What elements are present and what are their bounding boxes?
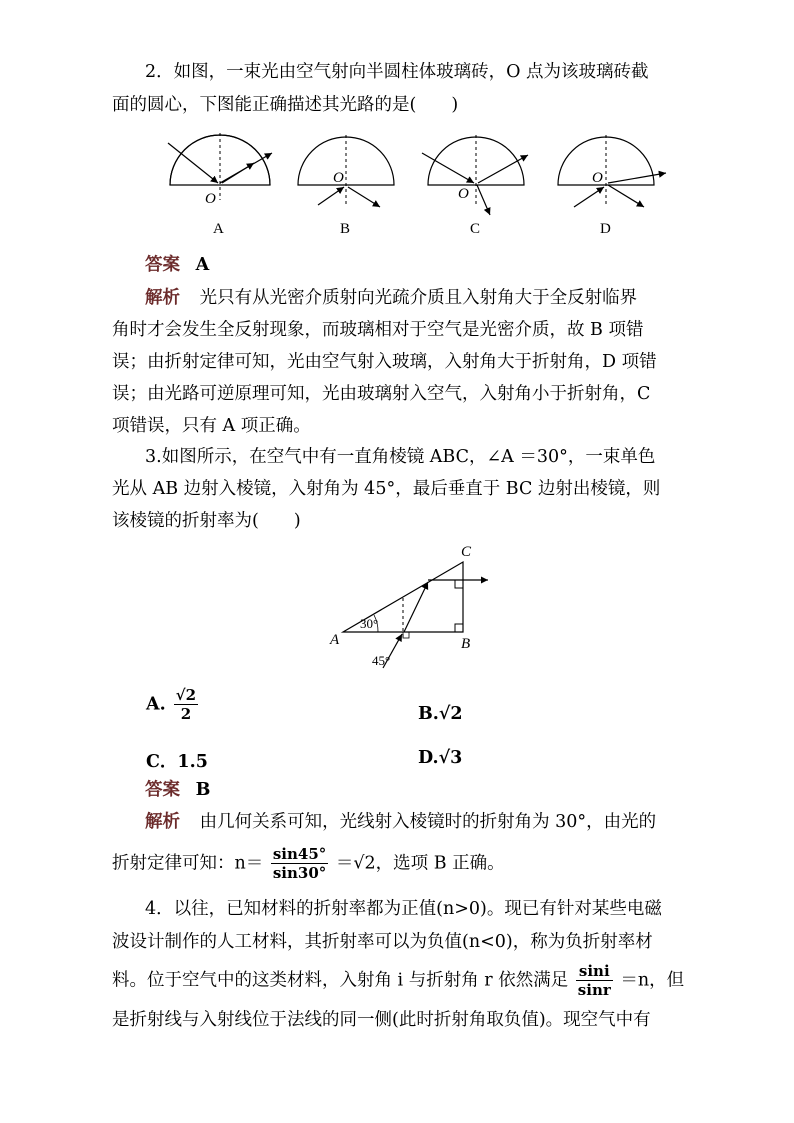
q2-c-o-label: O <box>458 186 469 202</box>
q2-option-d-diagram <box>558 135 666 237</box>
q2-a-o-label: O <box>205 191 216 207</box>
q4-stem-line-3-post: ＝n，但 <box>620 970 685 991</box>
q2-analysis-line-1 <box>145 286 637 310</box>
q3-analysis-line-2 <box>112 845 505 882</box>
q4-fraction <box>576 962 613 999</box>
q4-stem-line-2: 波设计制作的人工材料，其折射率可以为负值(n<0)，称为负折射率材 <box>112 932 653 952</box>
q3-fig-b: B <box>461 636 471 652</box>
q3-stem-line-2: 光从 AB 边射入棱镜，入射角为 45°，最后垂直于 BC 边射出棱镜，则 <box>112 479 661 499</box>
q4-stem-line-4: 是折射线与入射线位于法线的同一侧(此时折射角取负值)。现空气中有 <box>112 1010 651 1030</box>
q4-stem-line-3-pre: 料。位于空气中的这类材料，入射角 i 与折射角 r 依然满足 <box>112 970 569 991</box>
q3-option-c: C．1.5 <box>146 752 208 772</box>
q3-option-d-label: D. <box>418 748 439 768</box>
q3-option-a <box>146 686 200 723</box>
q3-fig-angle-a: 30° <box>360 616 379 631</box>
q2-analysis-text-1: 光只有从光密介质射向光疏介质且入射角大于全反射临界 <box>199 288 638 308</box>
q3-option-d-value: √3 <box>438 748 463 768</box>
q3-figure <box>328 540 508 680</box>
q2-answer <box>145 253 209 277</box>
q3-answer-label: 答案 <box>145 780 180 800</box>
q2-b-label: B <box>340 221 351 237</box>
q3-analysis-line-1 <box>145 810 656 834</box>
q3-analysis-frac-num: sin45° <box>272 845 327 863</box>
q3-option-b <box>418 704 463 724</box>
q2-answer-label: 答案 <box>145 255 180 275</box>
q3-analysis-text-1: 由几何关系可知，光线射入棱镜时的折射角为 30°，由光的 <box>199 812 657 832</box>
q2-analysis-line-4: 误；由光路可逆原理可知，光由玻璃射入空气，入射角小于折射角，C <box>112 384 651 404</box>
q2-analysis-line-2: 角时才会发生全反射现象，而玻璃相对于空气是光密介质，故 B 项错 <box>112 320 644 340</box>
q3-analysis-label: 解析 <box>145 812 180 832</box>
q2-b-o-label: O <box>333 170 344 186</box>
q3-fig-angle-in: 45° <box>372 653 391 668</box>
q3-stem-line-1: 3.如图所示，在空气中有一直角棱镜 ABC，∠A ＝30°，一束单色 <box>145 447 656 467</box>
q2-analysis-line-3: 误；由折射定律可知，光由空气射入玻璃，入射角大于折射角，D 项错 <box>112 352 657 372</box>
q3-option-a-den: 2 <box>180 705 192 723</box>
q2-d-o-label: O <box>592 170 603 186</box>
q3-option-a-fraction <box>174 686 198 723</box>
q3-option-a-num: √2 <box>175 686 197 704</box>
q3-analysis-text-2-post: ＝√2，选项 B 正确。 <box>335 853 505 874</box>
q2-d-label: D <box>600 221 611 237</box>
q4-stem-line-1: 4．以往，已知材料的折射率都为正值(n>0)。现已有针对某些电磁 <box>145 899 662 919</box>
q3-analysis-fraction <box>271 845 328 882</box>
q2-analysis-label: 解析 <box>145 288 180 308</box>
q3-stem-line-3: 该棱镜的折射率为( ) <box>112 511 301 531</box>
q3-option-a-label: A. <box>146 694 166 715</box>
q4-stem-line-3 <box>112 962 684 999</box>
q2-stem-line-2: 面的圆心，下图能正确描述其光路的是( ) <box>112 95 459 115</box>
q3-fig-c: C <box>461 544 472 560</box>
q3-option-b-value: √2 <box>438 704 463 724</box>
q2-option-b-diagram <box>298 135 394 237</box>
q4-frac-den: sinr <box>577 981 611 999</box>
q2-a-label: A <box>213 221 224 237</box>
q3-analysis-frac-den: sin30° <box>272 864 327 882</box>
q3-answer-value: B <box>195 780 211 800</box>
q2-c-label: C <box>470 221 481 237</box>
q2-option-a-diagram <box>168 133 272 237</box>
q2-stem-line-1: 2．如图，一束光由空气射向半圆柱体玻璃砖，O 点为该玻璃砖截 <box>145 62 649 82</box>
q3-answer <box>145 778 210 802</box>
q2-option-c-diagram <box>422 135 528 237</box>
q4-frac-num: sini <box>576 962 613 981</box>
q2-figure <box>150 125 710 245</box>
q3-option-d <box>418 748 462 768</box>
q3-option-b-label: B. <box>418 704 439 724</box>
q3-fig-a: A <box>330 632 340 648</box>
q2-answer-value: A <box>195 255 210 275</box>
q2-analysis-line-5: 项错误，只有 A 项正确。 <box>112 416 311 436</box>
q3-analysis-text-2-pre: 折射定律可知：n＝ <box>112 853 264 874</box>
